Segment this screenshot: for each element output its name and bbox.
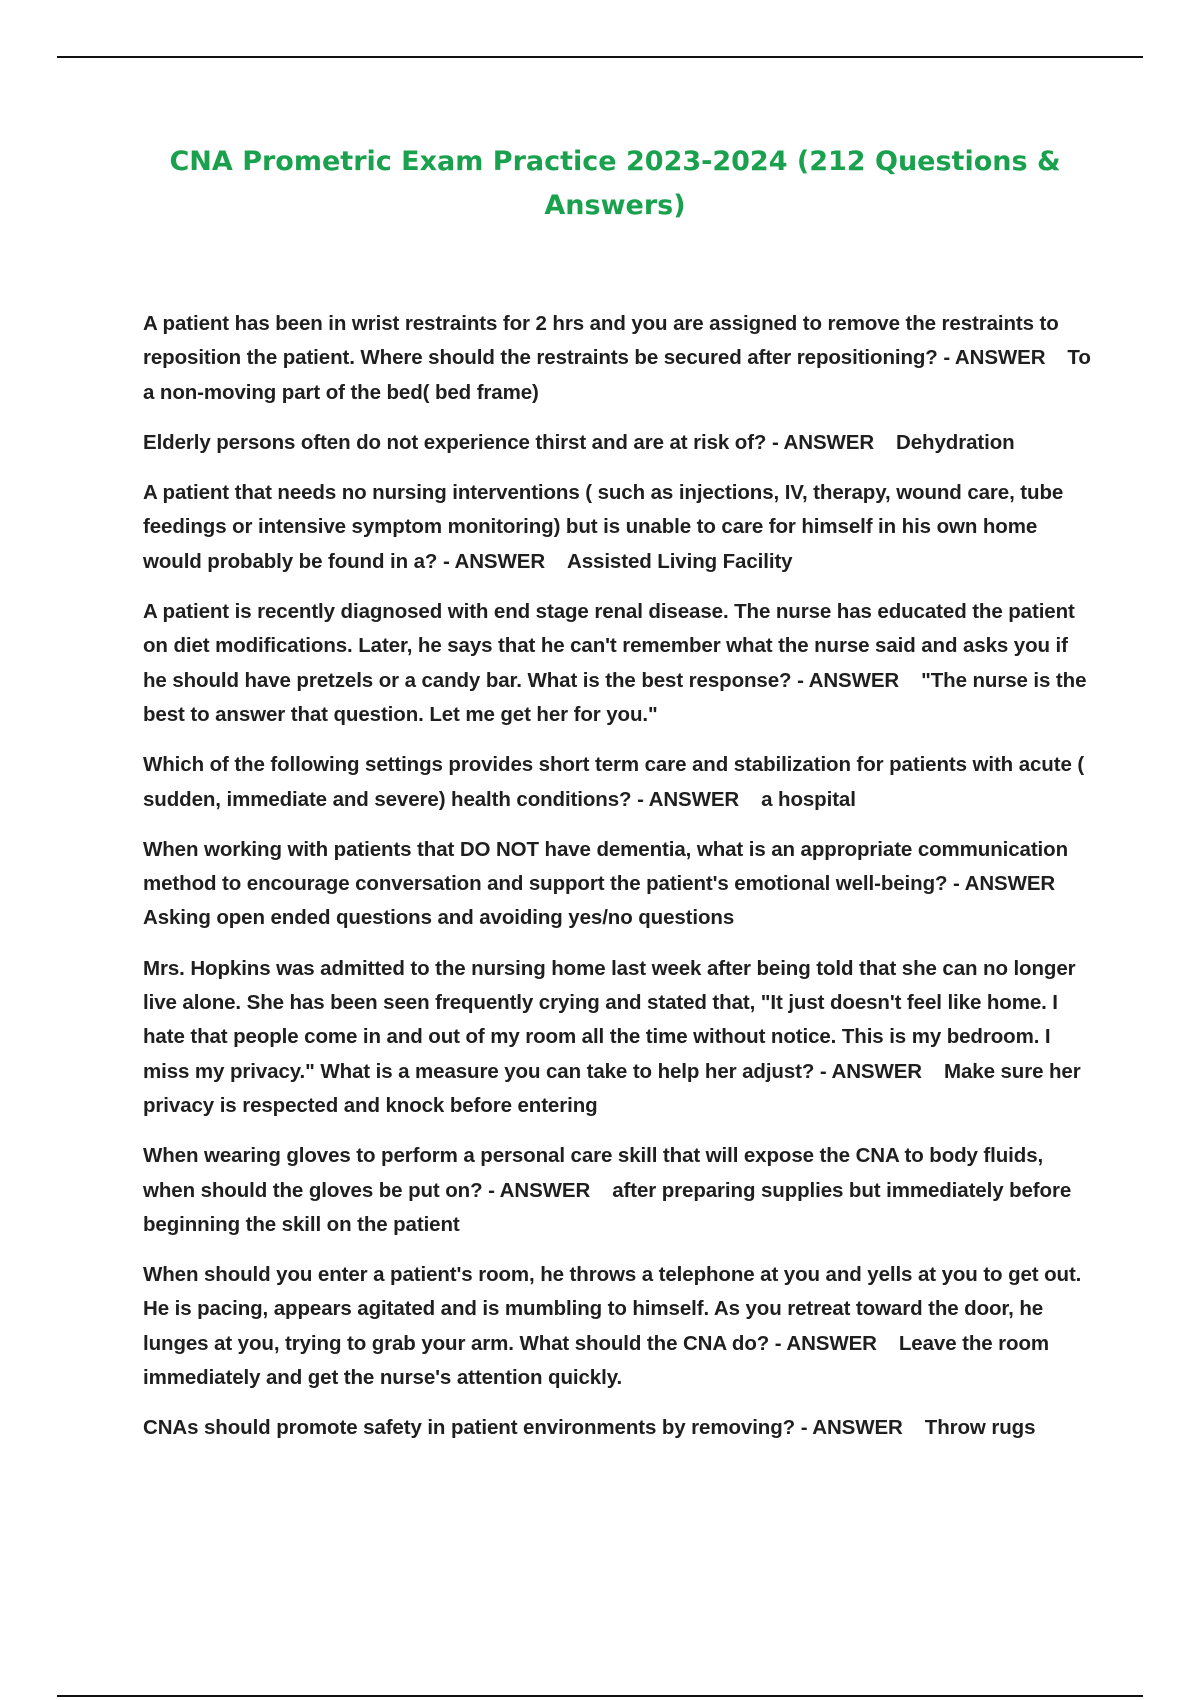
question-text: A patient is recently diagnosed with end stage renal disease. The nurse has educated the patient on diet modifications. Later, he says that he can't remember what the nurse said and asks you if he should have pretzels or a candy bar. What is the best response? (143, 600, 1075, 692)
answer-text: after preparing supplies but immediately before beginning the skill on the patient (143, 1178, 1072, 1236)
top-rule (57, 56, 1143, 58)
answer-marker: - ANSWER (797, 668, 900, 692)
answer-marker: - ANSWER (771, 430, 875, 454)
question-text: When should you enter a patient's room, he throws a telephone at you and yells at you to get out. He is pacing, appears agitated and is mumbling to himself. As you retreat toward the door, he lunges at you, trying to grab your arm. What should the CNA do? (143, 1263, 1082, 1355)
qa-item (143, 426, 1093, 460)
answer-marker: - ANSWER (637, 787, 740, 811)
qa-item (143, 1139, 1093, 1242)
question-text: CNAs should promote safety in patient environments by removing? (143, 1416, 796, 1440)
answer-marker: - ANSWER (819, 1059, 922, 1083)
answer-text: To a non-moving part of the bed( bed frame) (143, 346, 1091, 404)
bottom-rule (57, 1695, 1143, 1697)
document-title: CNA Prometric Exam Practice 2023-2024 (212 Questions & Answers) (169, 146, 1061, 221)
question-text: Mrs. Hopkins was admitted to the nursing home last week after being told that she can no longer live alone. She has been seen frequently crying and stated that, "It just doesn't feel like home. I hate that people come in and out of my room all the time without notice. This is my bedroom. I miss my privacy." What is a measure you can take to help her adjust? (143, 956, 1076, 1083)
answer-text: Asking open ended questions and avoiding yes/no questions (143, 906, 735, 930)
answer-marker: - ANSWER (943, 346, 1046, 370)
qa-item (143, 833, 1093, 936)
qa-item (143, 1411, 1093, 1445)
answer-text: Assisted Living Facility (567, 549, 793, 573)
answer-text: Leave the room immediately and get the nurse's attention quickly. (143, 1331, 1049, 1390)
qa-list (143, 307, 1093, 1462)
question-text: When working with patients that DO NOT have dementia, what is an appropriate communication method to encourage conversation and support the patient's emotional well-being? (143, 837, 1069, 896)
qa-item (143, 1258, 1093, 1395)
answer-marker: - ANSWER (800, 1416, 903, 1440)
question-text: Which of the following settings provides short term care and stabilization for patients with acute ( sudden, immediate and severe) health conditions? (143, 753, 1085, 811)
answer-text: Dehydration (896, 430, 1015, 454)
qa-item (143, 307, 1093, 410)
question-text: A patient that needs no nursing interventions ( such as injections, IV, therapy, wound care, tube feedings or intensive symptom monitoring) but is unable to care for himself in his own home would probably be found in a? (143, 481, 1064, 573)
question-text: When wearing gloves to perform a personal care skill that will expose the CNA to body fluids, when should the gloves be put on? (143, 1144, 1044, 1202)
answer-text: Throw rugs (924, 1416, 1036, 1440)
question-text: Elderly persons often do not experience thirst and are at risk of? (143, 430, 767, 454)
answer-marker: - ANSWER (442, 549, 546, 573)
answer-text: Make sure her privacy is respected and knock before entering (143, 1059, 1081, 1117)
answer-marker: - ANSWER (488, 1178, 591, 1202)
qa-item (143, 595, 1093, 732)
answer-marker: - ANSWER (953, 872, 1056, 896)
qa-item (143, 952, 1093, 1123)
question-text: A patient has been in wrist restraints for 2 hrs and you are assigned to remove the restraints to reposition the patient. Where should the restraints be secured after repositioning? (143, 312, 1059, 370)
qa-item (143, 748, 1093, 817)
answer-text: "The nurse is the best to answer that question. Let me get her for you." (143, 668, 1087, 726)
answer-marker: - ANSWER (774, 1331, 877, 1355)
answer-text: a hospital (761, 787, 856, 811)
qa-item (143, 476, 1093, 579)
